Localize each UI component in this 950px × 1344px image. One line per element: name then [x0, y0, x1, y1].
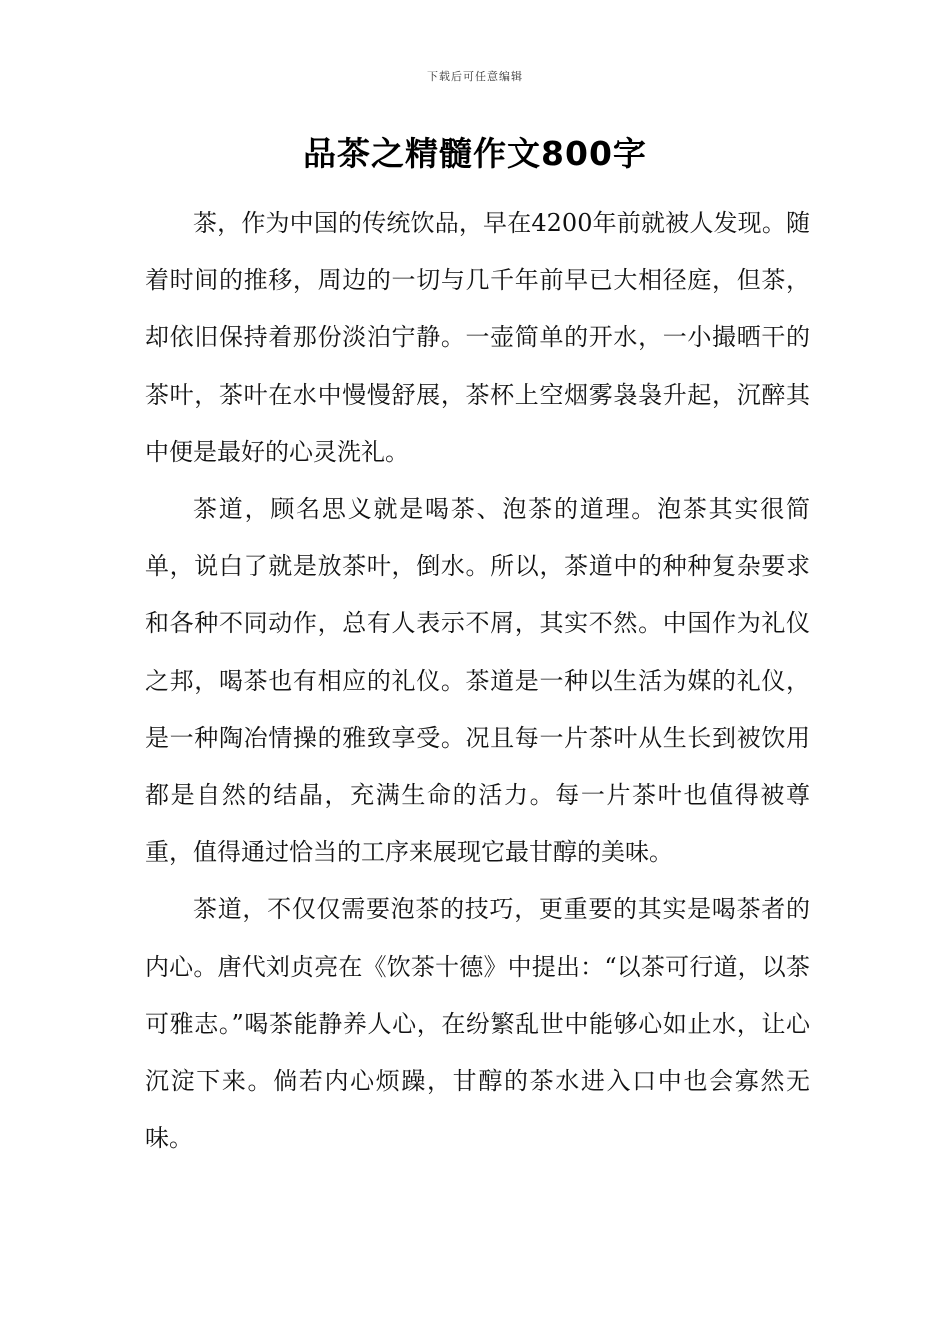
document-title: 品茶之精髓作文800字 [303, 134, 647, 173]
document-body [145, 195, 810, 1167]
paragraph-1: 茶，作为中国的传统饮品，早在4200年前就被人发现。随着时间的推移，周边的一切与几千年前早已大相径庭，但茶，却依旧保持着那份淡泊宁静。一壶简单的开水，一小撮晒干的茶叶，茶叶在水中慢慢舒展，茶杯上空烟雾袅袅升起，沉醉其中便是最好的心灵洗礼。 [145, 209, 810, 466]
paragraph-3: 茶道，不仅仅需要泡茶的技巧，更重要的其实是喝茶者的内心。唐代刘贞亮在《饮茶十德》中提出：“以茶可行道，以茶可雅志。”喝茶能静养人心，在纷繁乱世中能够心如止水，让心沉淀下来。倘若内心烦躁，甘醇的茶水进入口中也会寡然无味。 [145, 895, 810, 1153]
header-note: 下载后可任意编辑 [427, 70, 523, 83]
paragraph-2: 茶道，顾名思义就是喝茶、泡茶的道理。泡茶其实很简单，说白了就是放茶叶，倒水。所以，茶道中的种种复杂要求和各种不同动作，总有人表示不屑，其实不然。中国作为礼仪之邦，喝茶也有相应的礼仪。茶道是一种以生活为媒的礼仪，是一种陶冶情操的雅致享受。况且每一片茶叶从生长到被饮用都是自然的结晶，充满生命的活力。每一片茶叶也值得被尊重，值得通过恰当的工序来展现它最甘醇的美味。 [145, 495, 810, 867]
